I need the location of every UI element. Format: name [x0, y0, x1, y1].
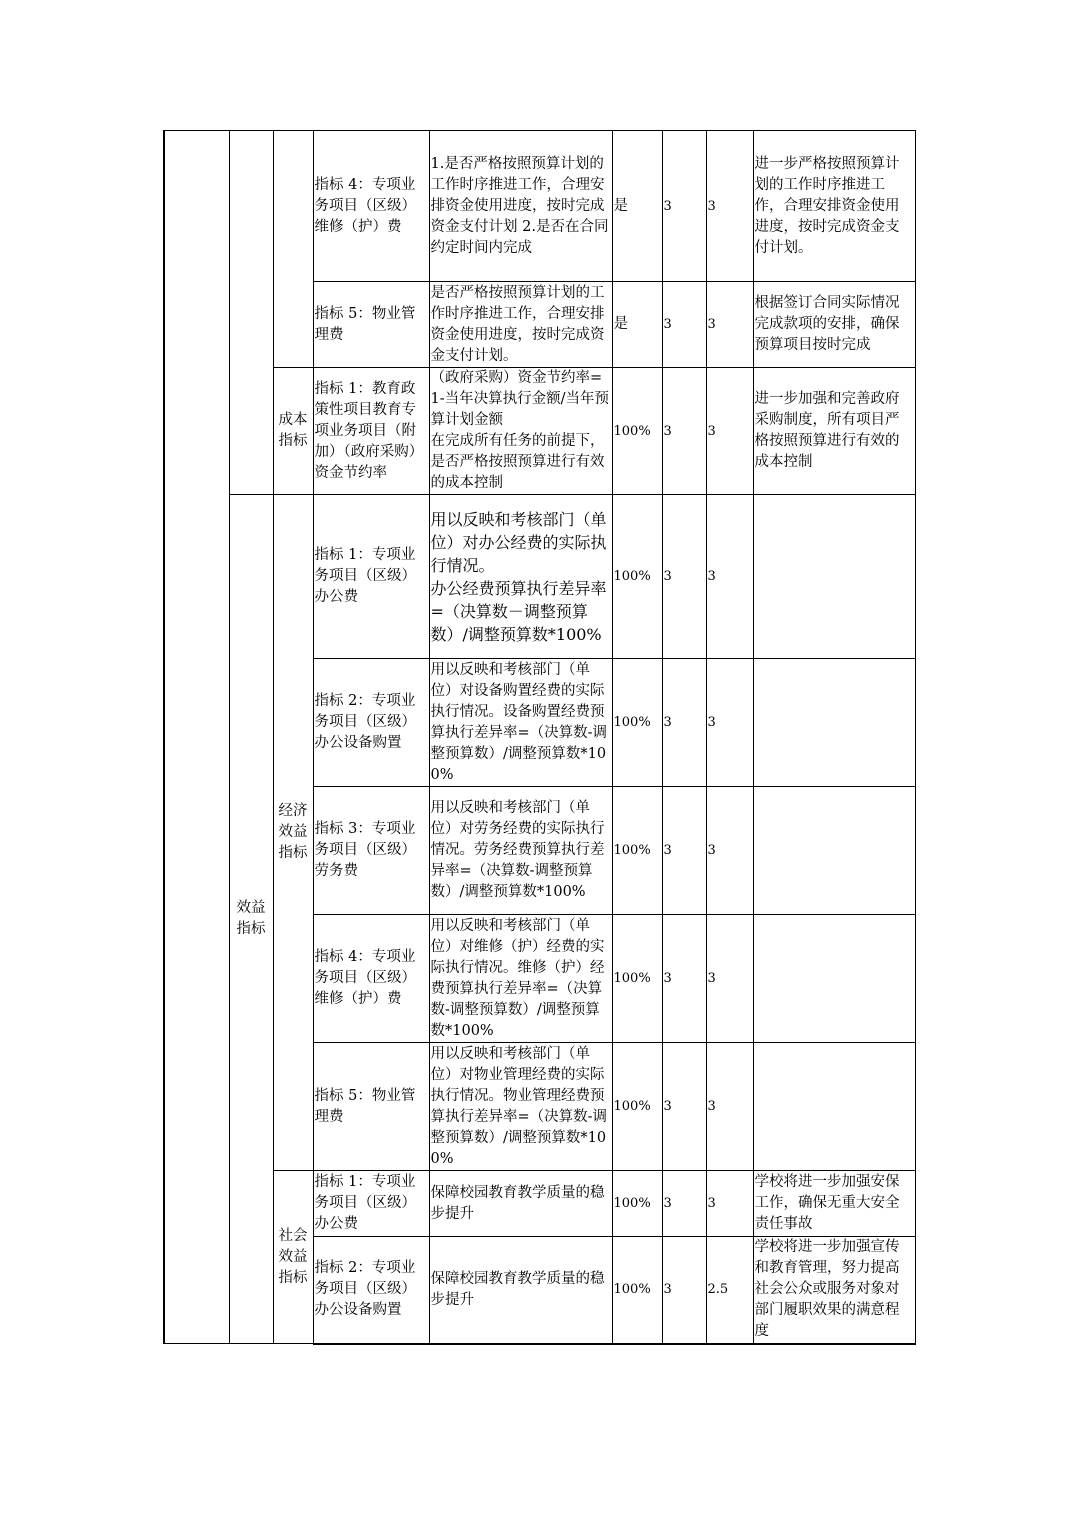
- table-row: [164, 1171, 915, 1237]
- remark-cell: 学校将进一步加强宣传和教育管理，努力提高社会公众或服务对象对部门履职效果的满意程度: [753, 1237, 915, 1344]
- weight-cell: 3: [662, 282, 706, 368]
- target-cell: 100%: [612, 368, 662, 495]
- level1-cell-empty: [229, 131, 273, 495]
- remark-cell: [753, 495, 915, 659]
- indicator-cell: 指标 4：专项业务项目（区级）维修（护）费: [313, 915, 429, 1043]
- score-cell: 3: [706, 282, 753, 368]
- score-cell: 3: [706, 368, 753, 495]
- cost-indicator-label: 成本指标: [273, 368, 313, 495]
- target-cell: 是: [612, 131, 662, 282]
- standard-cell: 用以反映和考核部门（单位）对物业管理经费的实际执行情况。物业管理经费预算执行差异率=（决算数-调整预算数）/调整预算数*100%: [429, 1043, 612, 1171]
- target-cell: 100%: [612, 915, 662, 1043]
- weight-cell: 3: [662, 1043, 706, 1171]
- table-row: [164, 495, 915, 659]
- remark-cell: [753, 915, 915, 1043]
- standard-cell: 用以反映和考核部门（单位）对办公经费的实际执行情况。 办公经费预算执行差异率=（决算数－调整预算数）/调整预算数*100%: [429, 495, 612, 659]
- remark-cell: 进一步严格按照预算计划的工作时序推进工作，合理安排资金使用进度，按时完成资金支付计划。: [753, 131, 915, 282]
- table-row: [164, 368, 915, 495]
- score-cell: 3: [706, 915, 753, 1043]
- weight-cell: 3: [662, 659, 706, 787]
- score-cell: 3: [706, 1043, 753, 1171]
- indicator-cell: 指标 3：专项业务项目（区级）劳务费: [313, 787, 429, 915]
- target-cell: 100%: [612, 1171, 662, 1237]
- indicator-cell: 指标 2：专项业务项目（区级）办公设备购置: [313, 659, 429, 787]
- indicator-cell: 指标 1：教育政策性项目教育专项业务项目（附加）（政府采购）资金节约率: [313, 368, 429, 495]
- economic-benefit-label: 经济效益指标: [273, 495, 313, 1171]
- standard-cell: 是否严格按照预算计划的工作时序推进工作，合理安排资金使用进度，按时完成资金支付计划。: [429, 282, 612, 368]
- standard-cell: 用以反映和考核部门（单位）对劳务经费的实际执行情况。劳务经费预算执行差异率=（决算数-调整预算数）/调整预算数*100%: [429, 787, 612, 915]
- remark-cell: 学校将进一步加强安保工作，确保无重大安全责任事故: [753, 1171, 915, 1237]
- weight-cell: 3: [662, 787, 706, 915]
- weight-cell: 3: [662, 131, 706, 282]
- standard-cell: （政府采购）资金节约率=1-当年决算执行金额/当年预算计划金额 在完成所有任务的前提下，是否严格按照预算进行有效的成本控制: [429, 368, 612, 495]
- score-cell: 3: [706, 787, 753, 915]
- benefit-indicator-label: 效益指标: [229, 495, 273, 1344]
- weight-cell: 3: [662, 1171, 706, 1237]
- target-cell: 100%: [612, 659, 662, 787]
- score-cell: 3: [706, 1171, 753, 1237]
- remark-cell: 进一步加强和完善政府采购制度，所有项目严格按照预算进行有效的成本控制: [753, 368, 915, 495]
- standard-cell: 1.是否严格按照预算计划的工作时序推进工作，合理安排资金使用进度，按时完成资金支付计划 2.是否在合同约定时间内完成: [429, 131, 612, 282]
- target-cell: 是: [612, 282, 662, 368]
- target-cell: 100%: [612, 787, 662, 915]
- indicator-cell: 指标 1：专项业务项目（区级）办公费: [313, 1171, 429, 1237]
- standard-cell: 保障校园教育教学质量的稳步提升: [429, 1171, 612, 1237]
- remark-cell: [753, 1043, 915, 1171]
- remark-cell: [753, 659, 915, 787]
- standard-cell: 用以反映和考核部门（单位）对维修（护）经费的实际执行情况。维修（护）经费预算执行差异率=（决算数-调整预算数）/调整预算数*100%: [429, 915, 612, 1043]
- indicator-cell: 指标 5：物业管理费: [313, 1043, 429, 1171]
- indicator-cell: 指标 5：物业管理费: [313, 282, 429, 368]
- score-cell: 3: [706, 659, 753, 787]
- performance-indicator-table: [163, 130, 916, 1345]
- indicator-cell: 指标 2：专项业务项目（区级）办公设备购置: [313, 1237, 429, 1344]
- table-row: [164, 131, 915, 282]
- target-cell: 100%: [612, 495, 662, 659]
- target-cell: 100%: [612, 1043, 662, 1171]
- remark-cell: 根据签订合同实际情况完成款项的安排，确保预算项目按时完成: [753, 282, 915, 368]
- level2-cell-empty: [273, 131, 313, 368]
- remark-cell: [753, 787, 915, 915]
- score-cell: 3: [706, 131, 753, 282]
- weight-cell: 3: [662, 368, 706, 495]
- weight-cell: 3: [662, 915, 706, 1043]
- target-cell: 100%: [612, 1237, 662, 1344]
- standard-cell: 保障校园教育教学质量的稳步提升: [429, 1237, 612, 1344]
- level0-cell-empty: [164, 131, 229, 1344]
- score-cell: 3: [706, 495, 753, 659]
- weight-cell: 3: [662, 1237, 706, 1344]
- indicator-cell: 指标 1：专项业务项目（区级）办公费: [313, 495, 429, 659]
- social-benefit-label: 社会效益指标: [273, 1171, 313, 1344]
- weight-cell: 3: [662, 495, 706, 659]
- score-cell: 2.5: [706, 1237, 753, 1344]
- standard-cell: 用以反映和考核部门（单位）对设备购置经费的实际执行情况。设备购置经费预算执行差异率=（决算数-调整预算数）/调整预算数*100%: [429, 659, 612, 787]
- indicator-cell: 指标 4：专项业务项目（区级）维修（护）费: [313, 131, 429, 282]
